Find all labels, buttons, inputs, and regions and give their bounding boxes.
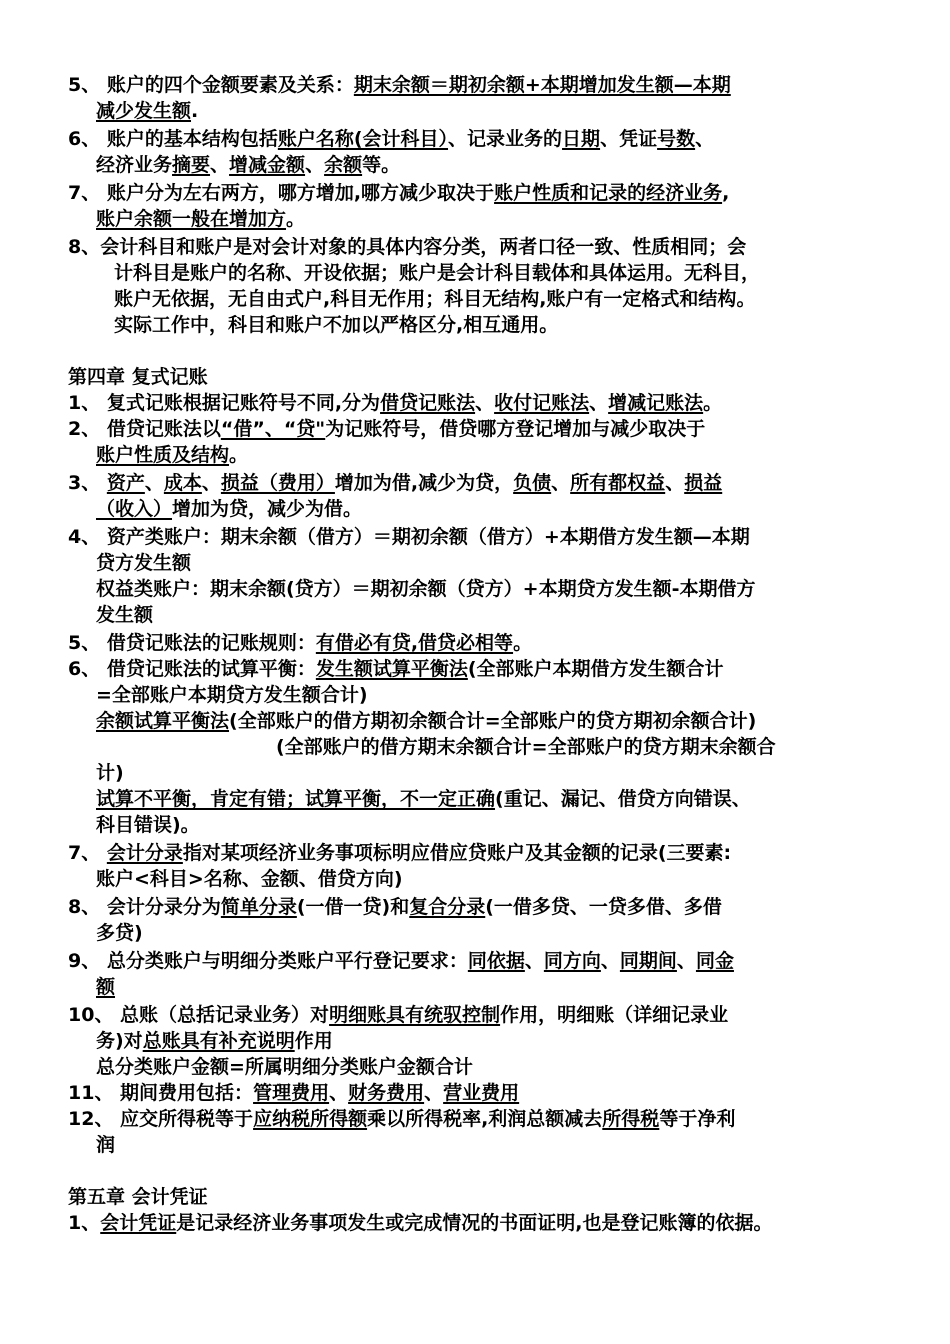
- underlined-term: 余额: [324, 154, 363, 176]
- text-run: 计科目是账户的名称、开设依据；账户是会计科目载体和具体运用。无科目，: [114, 262, 761, 284]
- text-line: [96, 920, 143, 946]
- text-run: 。: [703, 392, 723, 414]
- text-run: 8、会计科目和账户是对会计对象的具体内容分类，两者口径一致、性质相同；会: [68, 236, 747, 258]
- text-run: 第五章 会计凭证: [68, 1186, 208, 1208]
- text-run: 3、: [68, 472, 107, 494]
- text-run: 、: [695, 128, 715, 150]
- text-run: 等。: [362, 154, 401, 176]
- text-line: [96, 708, 756, 734]
- text-run: 作用，明细账（详细记录业: [500, 1004, 729, 1026]
- text-line: [114, 312, 558, 338]
- text-run: 实际工作中，科目和账户不加以严格区分,相互通用。: [114, 314, 559, 336]
- text-run: (全部账户的借方期初余额合计=全部账户的贷方期初余额合计): [229, 710, 757, 732]
- underlined-term: 总账具有补充说明: [142, 1030, 295, 1052]
- text-run: 科目错误)。: [96, 814, 200, 836]
- text-run: 2、 借贷记账法以: [68, 418, 221, 440]
- underlined-term: 同金: [695, 950, 734, 972]
- underlined-term: 号数: [657, 128, 696, 150]
- text-line: [96, 682, 368, 708]
- text-line: [276, 734, 776, 760]
- text-run: 4、 资产类账户：期末余额（借方）＝期初余额（借方）+本期借方发生额—本期: [68, 526, 750, 548]
- text-run: 贷方发生额: [96, 552, 192, 574]
- text-run: 7、 账户分为左右两方，哪方增加,哪方减少取决于: [68, 182, 495, 204]
- text-run: (一借一贷)和: [296, 896, 410, 918]
- text-line: [96, 206, 305, 232]
- text-run: 权益类账户：期末余额(贷方）＝期初余额（贷方）+本期贷方发生额-本期借方: [96, 578, 756, 600]
- text-run: 是记录经济业务事项发生或完成情况的书面证明,也是登记账簿的依据。: [176, 1212, 773, 1234]
- text-run: 发生额: [96, 604, 154, 626]
- underlined-term: “借”、“贷": [220, 418, 326, 440]
- text-run: 、: [305, 154, 325, 176]
- text-line: [68, 180, 729, 206]
- text-line: [96, 812, 200, 838]
- text-line: [68, 1002, 728, 1028]
- text-line: [68, 894, 722, 920]
- text-line: [68, 656, 724, 682]
- text-run: 6、 借贷记账法的试算平衡：: [68, 658, 316, 680]
- text-run: 作用: [294, 1030, 333, 1052]
- underlined-term: 日期: [562, 128, 601, 150]
- text-run: 乘以所得税率,利润总额减去: [367, 1108, 603, 1130]
- text-run: 增加为借,减少为贷，: [334, 472, 514, 494]
- text-run: 。: [229, 444, 249, 466]
- text-run: 务)对: [96, 1030, 143, 1052]
- text-run: 经济业务: [96, 154, 173, 176]
- text-line: [68, 416, 705, 442]
- text-run: .: [191, 100, 199, 122]
- underlined-term: 会计凭证: [100, 1212, 177, 1234]
- text-run: 、: [210, 154, 230, 176]
- underlined-term: 所有都权益: [570, 472, 666, 494]
- text-run: 总分类账户金额=所属明细分类账户金额合计: [96, 1056, 473, 1078]
- text-line: [96, 152, 400, 178]
- text-run: (全部账户本期借方发生额合计: [467, 658, 724, 680]
- text-run: 5、 借贷记账法的记账规则：: [68, 632, 316, 654]
- text-line: [68, 126, 714, 152]
- text-line: [96, 98, 198, 124]
- underlined-term: 简单分录: [220, 896, 297, 918]
- text-run: 增加为贷，减少为借。: [172, 498, 363, 520]
- text-run: 10、 总账（总括记录业务）对: [68, 1004, 330, 1026]
- text-run: 9、 总分类账户与明细分类账户平行登记要求：: [68, 950, 468, 972]
- text-run: 等于净利: [659, 1108, 736, 1130]
- underlined-term: （收入）: [96, 498, 173, 520]
- text-line: [96, 866, 403, 892]
- text-line: [96, 760, 124, 786]
- text-run: 、: [475, 392, 495, 414]
- text-run: 、: [600, 950, 620, 972]
- text-run: 、: [144, 472, 164, 494]
- text-run: 8、 会计分录分为: [68, 896, 221, 918]
- text-run: 指对某项经济业务事项标明应借应贷账户及其金额的记录(三要素:: [182, 842, 732, 864]
- text-run: 、记录业务的: [448, 128, 563, 150]
- text-line: [68, 948, 734, 974]
- underlined-term: 所得税: [602, 1108, 660, 1130]
- text-line: [96, 1028, 333, 1054]
- underlined-term: 管理费用: [253, 1082, 330, 1104]
- text-line: [96, 1054, 473, 1080]
- text-run: ,: [722, 182, 730, 204]
- text-line: [114, 260, 760, 286]
- underlined-term: 试算不平衡，肯定有错；试算平衡，不一定正确: [96, 788, 496, 810]
- underlined-term: 有借必有贷,借贷必相等: [315, 632, 514, 654]
- underlined-term: 收付记账法: [494, 392, 590, 414]
- underlined-term: 会计分录: [106, 842, 183, 864]
- underlined-term: 成本: [163, 472, 202, 494]
- underlined-term: 同方向: [543, 950, 601, 972]
- text-run: 、: [201, 472, 221, 494]
- text-run: 1、 复式记账根据记账符号不同,分为: [68, 392, 381, 414]
- text-run: 、: [589, 392, 609, 414]
- underlined-term: 发生额试算平衡法: [315, 658, 468, 680]
- underlined-term: 减少发生额: [96, 100, 192, 122]
- text-line: [68, 364, 208, 390]
- text-run: =全部账户本期贷方发生额合计): [96, 684, 368, 706]
- underlined-term: 账户性质和记录的经济业务: [494, 182, 723, 204]
- underlined-term: 同期间: [619, 950, 677, 972]
- text-run: 账户无依据，无自由式户,科目无作用；科目无结构,账户有一定格式和结构。: [114, 288, 756, 310]
- text-run: (一借多贷、一贷多借、多借: [485, 896, 722, 918]
- underlined-term: 额: [96, 976, 116, 998]
- text-line: [96, 496, 362, 522]
- text-run: 、: [665, 472, 685, 494]
- text-run: 7、: [68, 842, 107, 864]
- text-line: [96, 576, 756, 602]
- underlined-term: 财务费用: [348, 1082, 425, 1104]
- underlined-term: 账户性质及结构: [96, 444, 230, 466]
- underlined-term: 同依据: [467, 950, 525, 972]
- text-line: [68, 1080, 519, 1106]
- text-line: [96, 442, 248, 468]
- text-line: [68, 840, 731, 866]
- underlined-term: 借贷记账法: [380, 392, 476, 414]
- text-run: 。: [286, 208, 306, 230]
- text-run: 润: [96, 1134, 116, 1156]
- text-line: [96, 974, 115, 1000]
- text-run: 。: [513, 632, 533, 654]
- underlined-term: 账户余额一般在增加方: [96, 208, 287, 230]
- text-run: 1、: [68, 1212, 101, 1234]
- text-run: 、: [551, 472, 571, 494]
- text-run: 、: [329, 1082, 349, 1104]
- text-line: [68, 1106, 735, 1132]
- underlined-term: 增减金额: [229, 154, 306, 176]
- text-run: 、: [424, 1082, 444, 1104]
- text-line: [68, 1184, 208, 1210]
- underlined-term: 余额试算平衡法: [96, 710, 230, 732]
- text-run: 、凭证: [600, 128, 658, 150]
- text-line: [96, 1132, 115, 1158]
- text-line: [96, 550, 191, 576]
- text-run: 计): [96, 762, 124, 784]
- underlined-term: 损益（费用）: [220, 472, 335, 494]
- text-line: [114, 286, 755, 312]
- text-run: 多贷): [96, 922, 143, 944]
- underlined-term: 负债: [513, 472, 552, 494]
- underlined-term: 损益: [684, 472, 723, 494]
- underlined-term: 增减记账法: [608, 392, 704, 414]
- underlined-term: 复合分录: [409, 896, 486, 918]
- text-line: [68, 524, 750, 550]
- text-line: [68, 390, 722, 416]
- text-line: [68, 1210, 772, 1236]
- underlined-term: 摘要: [172, 154, 211, 176]
- text-run: 12、 应交所得税等于: [68, 1108, 254, 1130]
- text-line: [68, 630, 532, 656]
- underlined-term: 明细账具有统驭控制: [329, 1004, 501, 1026]
- text-line: [68, 234, 746, 260]
- text-run: 第四章 复式记账: [68, 366, 208, 388]
- text-line: [68, 72, 731, 98]
- text-line: [96, 602, 153, 628]
- underlined-term: 资产: [106, 472, 145, 494]
- underlined-term: 账户名称(会计科目）: [277, 128, 449, 150]
- text-run: 账户<科目>名称、金额、借贷方向): [96, 868, 403, 890]
- text-line: [68, 470, 722, 496]
- text-line: [96, 786, 751, 812]
- text-run: 6、 账户的基本结构包括: [68, 128, 278, 150]
- text-run: 5、 账户的四个金额要素及关系：: [68, 74, 354, 96]
- text-run: 、: [524, 950, 544, 972]
- underlined-term: 期末余额＝期初余额+本期增加发生额—本期: [353, 74, 731, 96]
- underlined-term: 应纳税所得额: [253, 1108, 368, 1130]
- text-run: 为记账符号，借贷哪方登记增加与减少取决于: [325, 418, 706, 440]
- underlined-term: 营业费用: [443, 1082, 520, 1104]
- text-run: (全部账户的借方期末余额合计=全部账户的贷方期末余额合: [276, 736, 776, 758]
- text-run: 、: [676, 950, 696, 972]
- text-run: 11、 期间费用包括：: [68, 1082, 254, 1104]
- text-run: (重记、漏记、借贷方向错误、: [495, 788, 751, 810]
